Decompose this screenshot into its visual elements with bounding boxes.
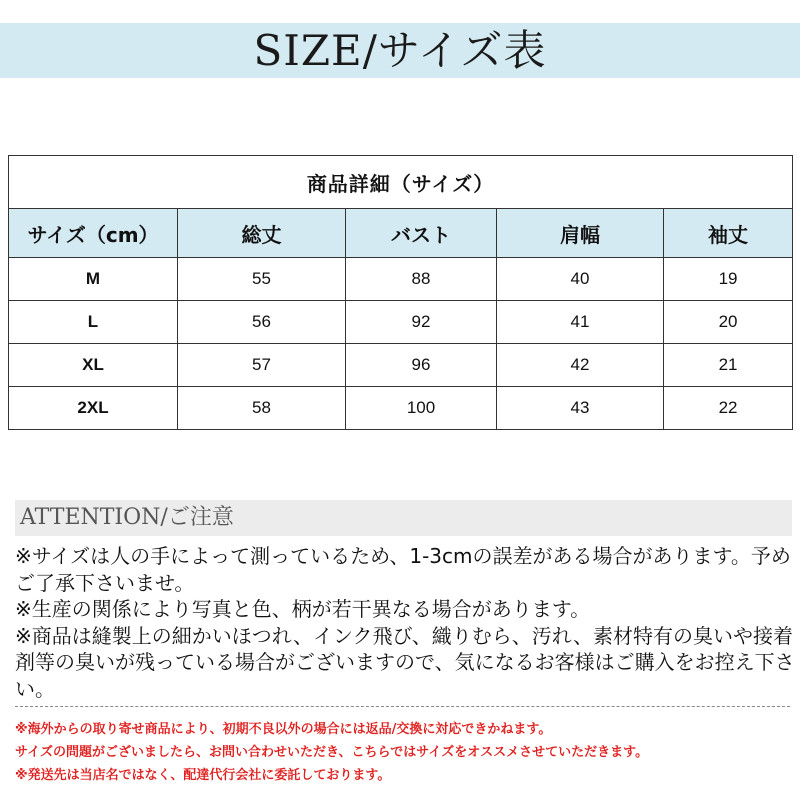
length-cell: 55 — [178, 258, 346, 301]
sleeve-cell: 21 — [664, 344, 793, 387]
warning-item: ※発送先は当店名ではなく、配達代行会社に委託しております。 — [15, 768, 391, 783]
warning-notes — [15, 718, 795, 787]
shoulder-cell: 40 — [497, 258, 664, 301]
length-cell: 56 — [178, 301, 346, 344]
attention-notes — [15, 543, 795, 702]
note-item: ※サイズは人の手によって測っているため、1-3cmの誤差がある場合があります。予めご了承下さいませ。 — [15, 544, 791, 595]
page-title: SIZE/サイズ表 — [253, 26, 547, 75]
sleeve-cell: 19 — [664, 258, 793, 301]
size-cell: XL — [9, 344, 178, 387]
size-cell: M — [9, 258, 178, 301]
table-row — [9, 387, 793, 430]
size-cell: 2XL — [9, 387, 178, 430]
header-size: サイズ（cm） — [9, 209, 178, 258]
dashed-divider — [15, 706, 790, 707]
length-cell: 57 — [178, 344, 346, 387]
shoulder-cell: 42 — [497, 344, 664, 387]
sleeve-cell: 22 — [664, 387, 793, 430]
bust-cell: 92 — [346, 301, 497, 344]
sleeve-cell: 20 — [664, 301, 793, 344]
size-table — [8, 155, 793, 430]
table-header-row — [9, 209, 793, 258]
bust-cell: 96 — [346, 344, 497, 387]
warning-item: サイズの問題がございましたら、お問い合わせいただき、こちらではサイズをオススメさせていただきます。 — [15, 745, 649, 760]
note-item: ※生産の関係により写真と色、柄が若干異なる場合があります。 — [15, 597, 591, 621]
bust-cell: 88 — [346, 258, 497, 301]
warning-item: ※海外からの取り寄せ商品により、初期不良以外の場合には返品/交換に対応できかねます。 — [15, 722, 552, 737]
table-row — [9, 344, 793, 387]
header-bust: バスト — [346, 209, 497, 258]
header-shoulder: 肩幅 — [497, 209, 664, 258]
table-row — [9, 258, 793, 301]
size-cell: L — [9, 301, 178, 344]
header-length: 総丈 — [178, 209, 346, 258]
header-sleeve: 袖丈 — [664, 209, 793, 258]
shoulder-cell: 43 — [497, 387, 664, 430]
note-item: ※商品は縫製上の細かいほつれ、インク飛び、織りむら、汚れ、素材特有の臭いや接着剤等の臭いが残っている場合がございますので、気になるお客様はご購入をお控え下さい。 — [15, 623, 795, 701]
bust-cell: 100 — [346, 387, 497, 430]
table-caption: 商品詳細（サイズ） — [9, 156, 793, 209]
shoulder-cell: 41 — [497, 301, 664, 344]
attention-title: ATTENTION/ご注意 — [20, 505, 234, 530]
length-cell: 58 — [178, 387, 346, 430]
table-row — [9, 301, 793, 344]
